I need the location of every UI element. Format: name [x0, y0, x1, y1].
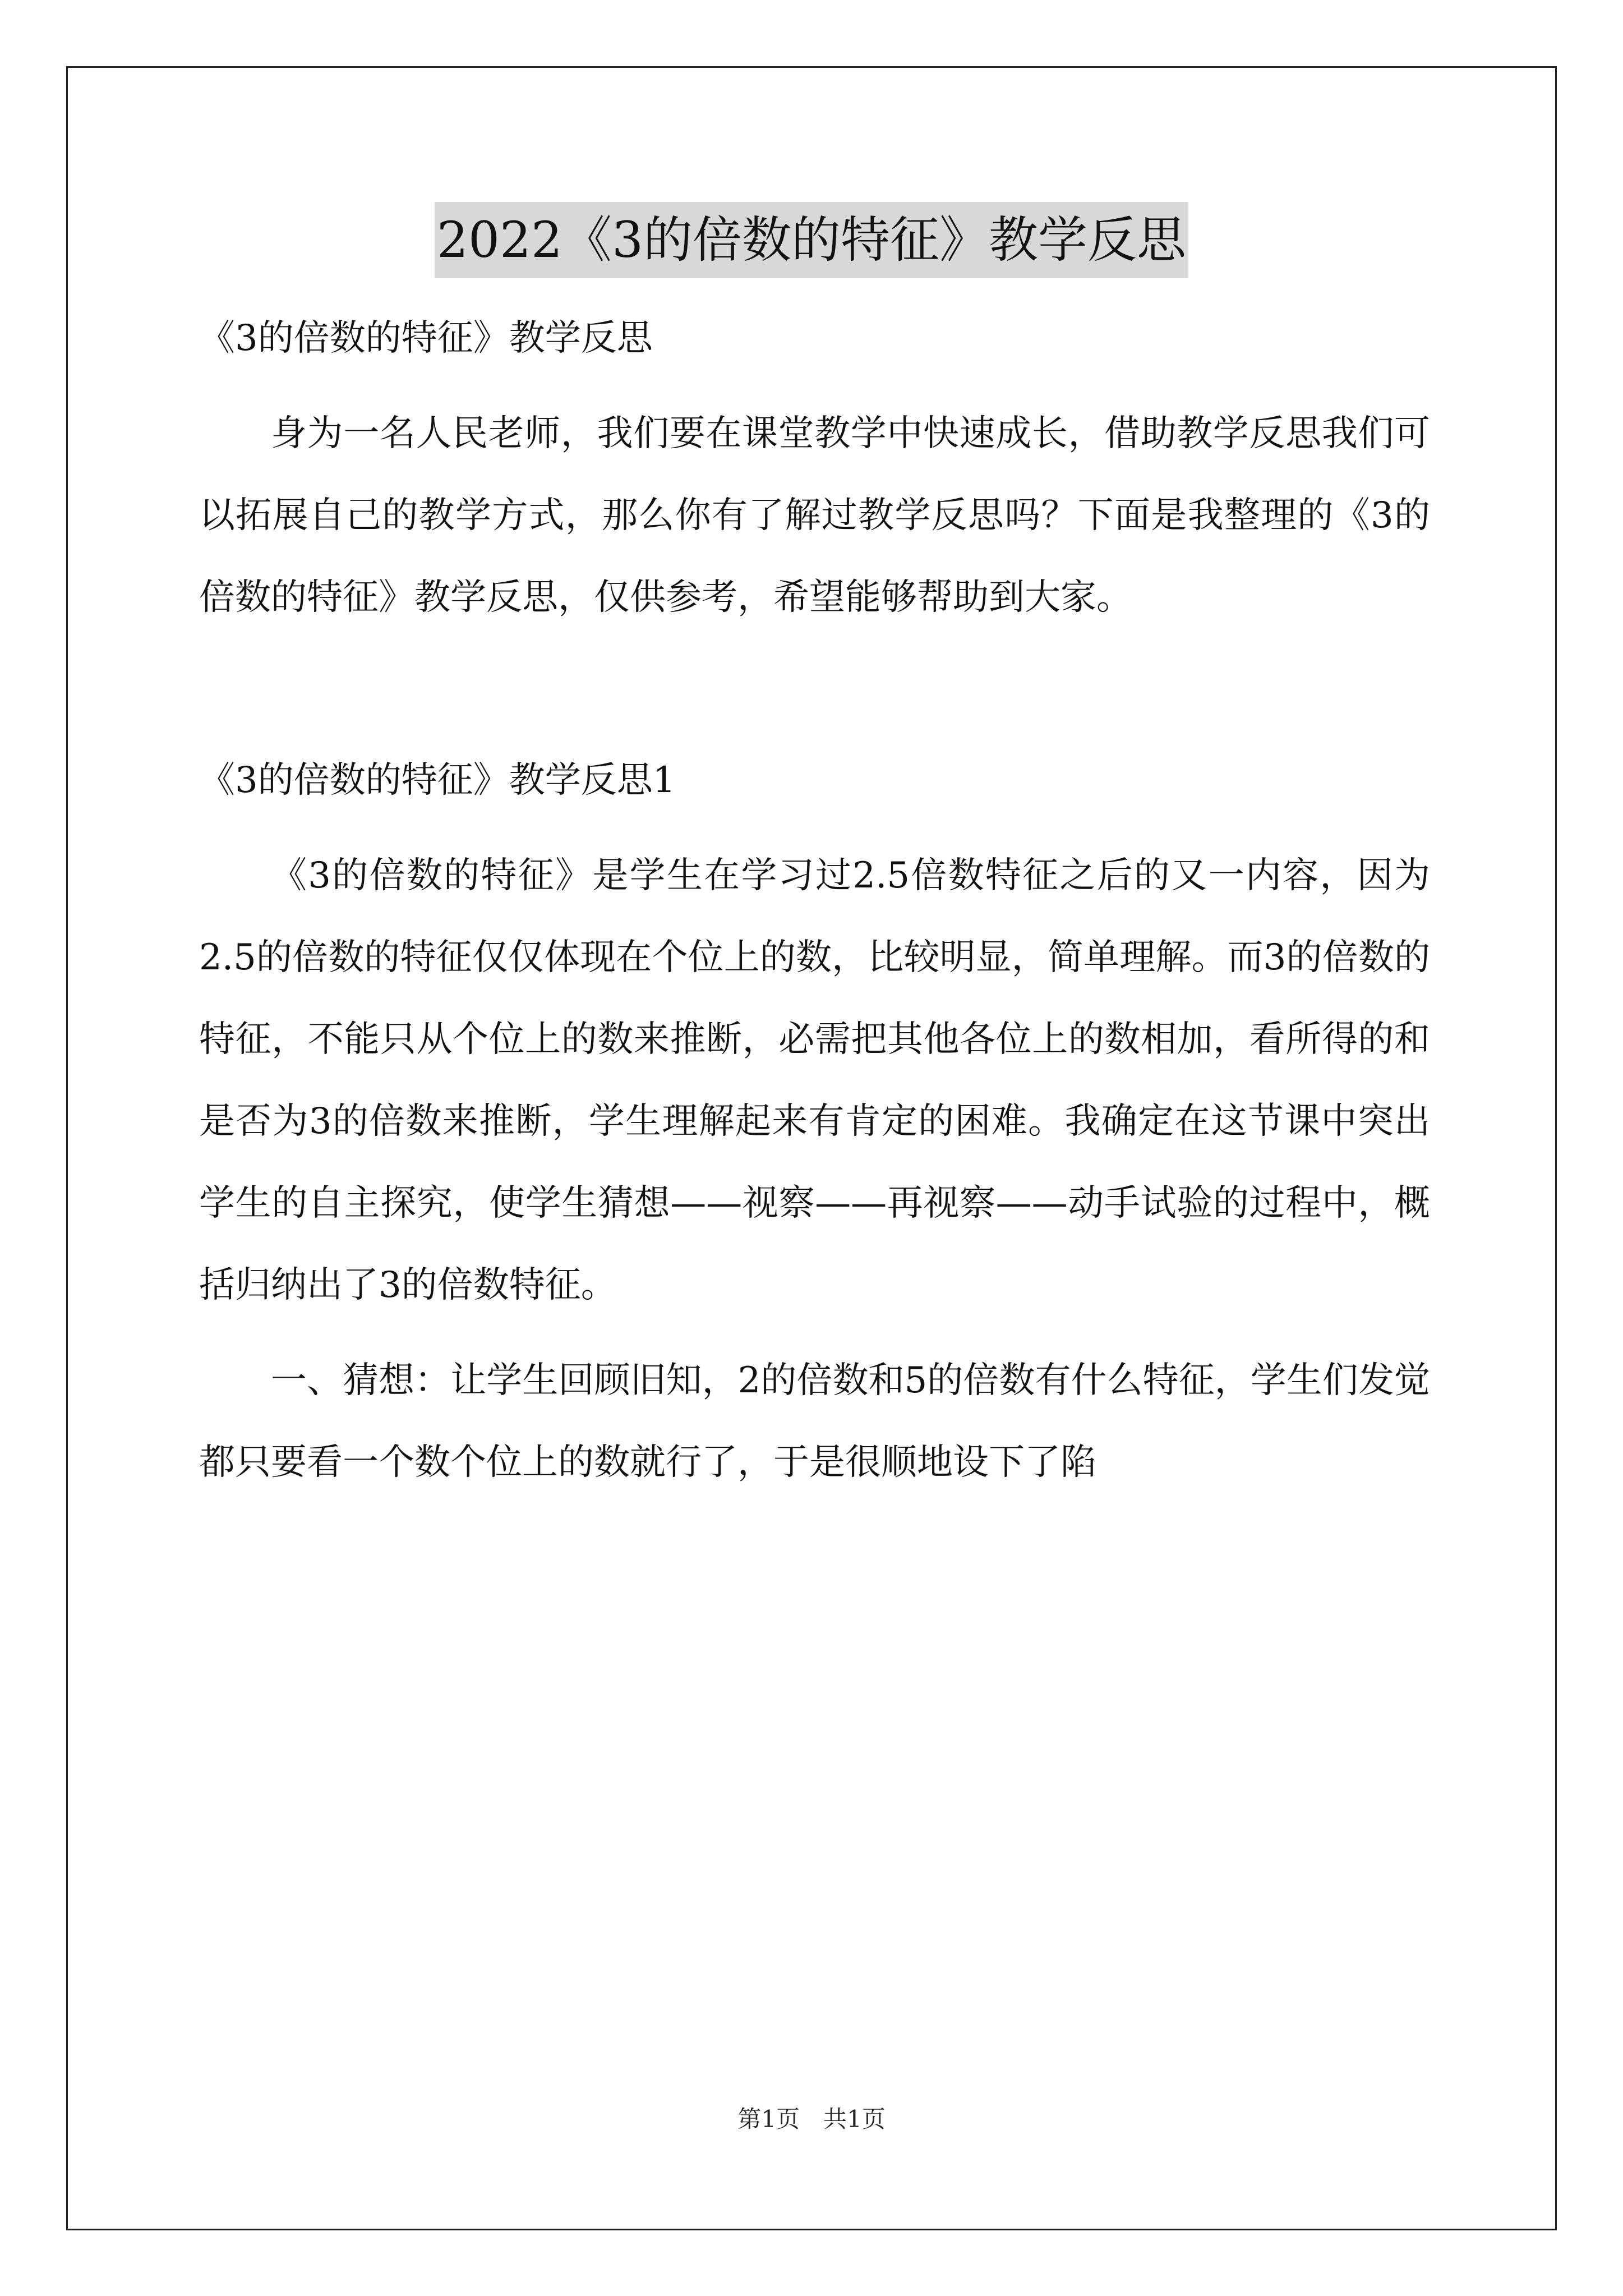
section-heading: 《3的倍数的特征》教学反思1 [199, 760, 676, 801]
document-title-text: 2022《3的倍数的特征》教学反思 [435, 202, 1188, 278]
page-footer: 第1页 共1页 [737, 2105, 886, 2133]
section-paragraph-1: 《3的倍数的特征》是学生在学习过2.5倍数特征之后的又一内容，因为2.5的倍数的特征仅仅体现在个位上的数，比较明显，简单理解。而3的倍数的特征，不能只从个位上的数来推断，必需把其他各位上的数相加，看所得的和是否为3的倍数来推断，学生理解起来有肯定的困难。我确定在这节课中突出学生的自主探究，使学生猜想——视察——再视察——动手试验的过程中，概括归纳出了3的倍数特征。 [199, 855, 1430, 1306]
document-body [199, 297, 1430, 1503]
subtitle: 《3的倍数的特征》教学反思 [199, 318, 653, 359]
section-paragraph-2: 一、猜想：让学生回顾旧知，2的倍数和5的倍数有什么特征，学生们发觉都只要看一个数个位上的数就行了，于是很顺地设下了陷 [199, 1360, 1430, 1483]
document-title [0, 202, 1623, 278]
intro-paragraph: 身为一名人民老师，我们要在课堂教学中快速成长，借助教学反思我们可以拓展自己的教学方式，那么你有了解过教学反思吗？下面是我整理的《3的倍数的特征》教学反思，仅供参考，希望能够帮助到大家。 [199, 413, 1430, 618]
